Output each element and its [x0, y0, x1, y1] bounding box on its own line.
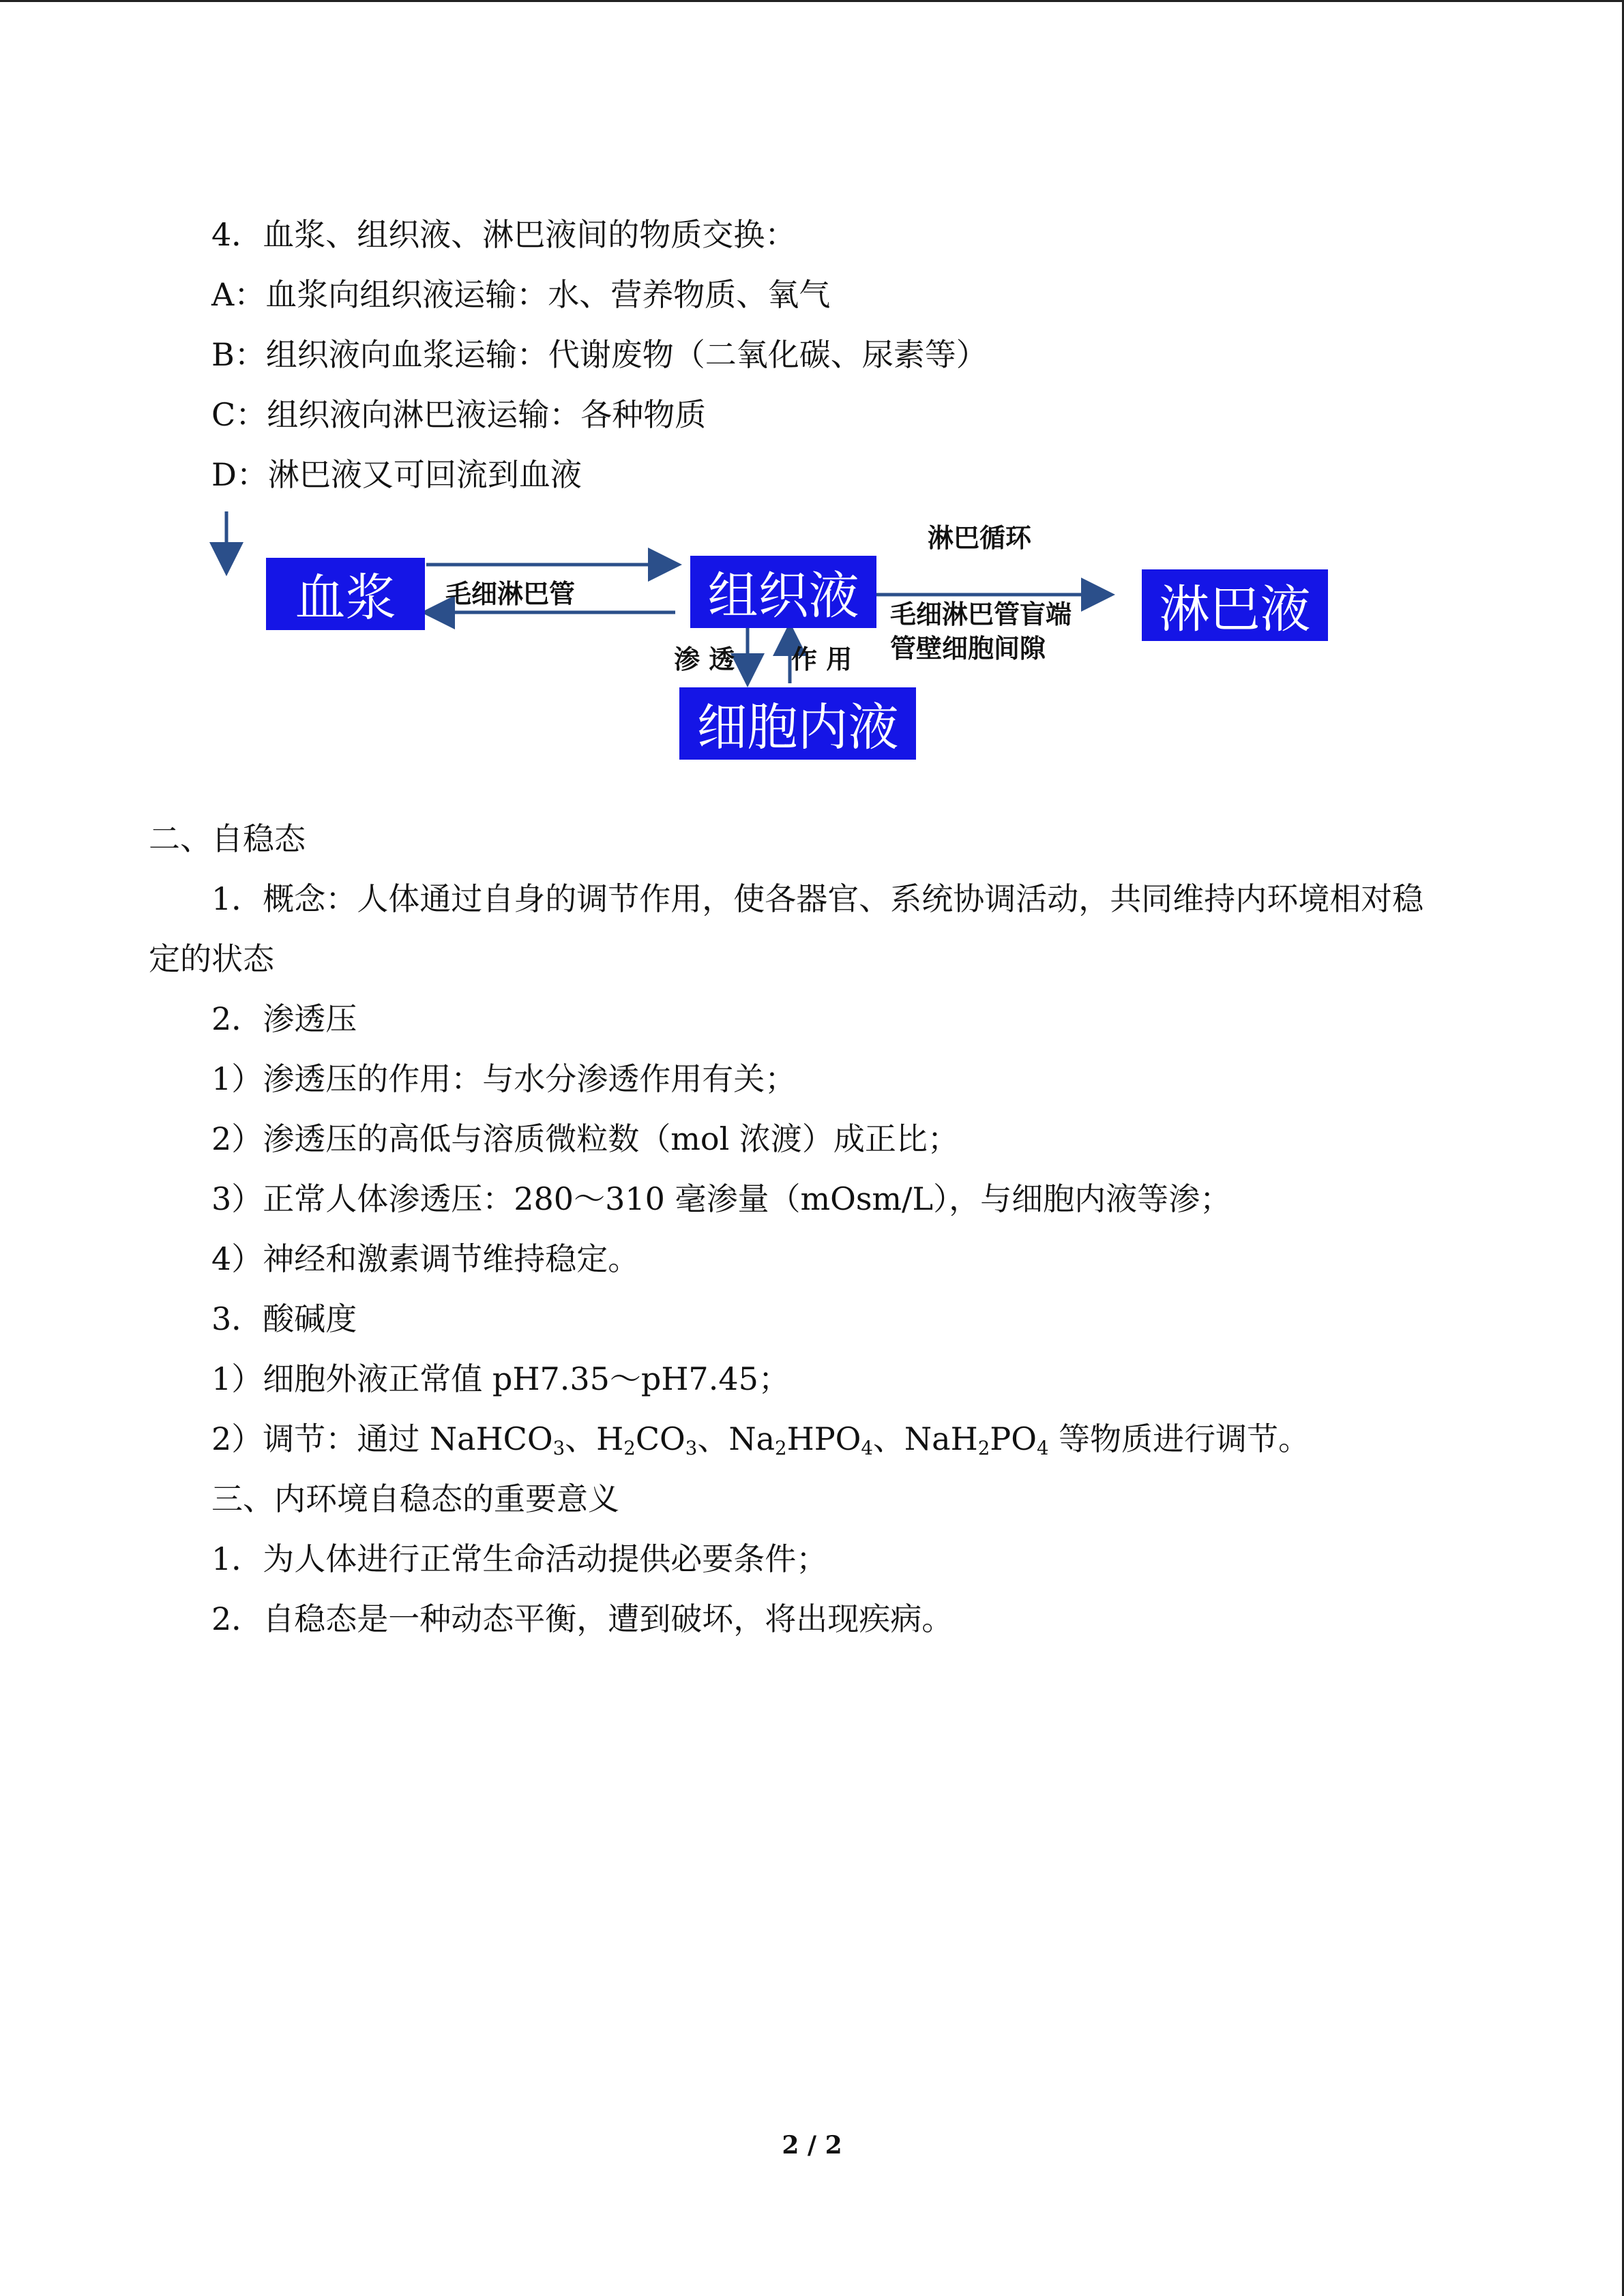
concept-line-1: 1．概念：人体通过自身的调节作用，使各器官、系统协调活动，共同维持内环境相对稳 [211, 880, 1424, 917]
label-capillary-lymph: 毛细淋巴管 [445, 579, 576, 609]
box-tissue-fluid: 组织液 [690, 556, 876, 628]
ph-item-1: 1）细胞外液正常值 pH7.35～pH7.45； [211, 1360, 790, 1397]
osmotic-item-4: 4）神经和激素调节维持稳定。 [211, 1240, 640, 1277]
label-wall-gap: 管壁细胞间隙 [890, 633, 1046, 664]
page-number: 2 / 2 [782, 2131, 842, 2160]
label-blind-end: 毛细淋巴管盲端 [890, 599, 1072, 629]
exchange-d: D：淋巴液又可回流到血液 [211, 456, 582, 493]
osmotic-item-3: 3）正常人体渗透压：280～310 毫渗量（mOsm/L），与细胞内液等渗； [211, 1180, 1232, 1217]
item-4-heading: 4．血浆、组织液、淋巴液间的物质交换： [211, 216, 797, 253]
label-lymph-circulation: 淋巴循环 [928, 523, 1032, 553]
section-2-heading: 二、自稳态 [149, 820, 306, 857]
significance-item-1: 1．为人体进行正常生命活动提供必要条件； [211, 1540, 828, 1577]
box-plasma: 血浆 [266, 558, 425, 630]
osmotic-item-1: 1）渗透压的作用：与水分渗透作用有关； [211, 1060, 797, 1097]
concept-line-2: 定的状态 [149, 940, 274, 977]
exchange-a: A：血浆向组织液运输：水、营养物质、氧气 [211, 276, 831, 313]
fluid-exchange-diagram [205, 505, 1378, 764]
osmotic-pressure-heading: 2．渗透压 [211, 1000, 357, 1037]
section-3-heading: 三、内环境自稳态的重要意义 [211, 1480, 619, 1517]
significance-item-2: 2．自稳态是一种动态平衡，遭到破坏，将出现疾病。 [211, 1600, 954, 1637]
ph-heading: 3．酸碱度 [211, 1300, 357, 1337]
label-osmosis-2: 作 用 [791, 644, 853, 674]
label-osmosis-1: 渗 透 [674, 644, 735, 674]
page-border-top [0, 0, 1624, 2]
ph-item-2: 2）调节：通过 NaHCO$_3$、$H_2CO_3$、$Na_2HPO_4$、$NaH_2PO_4$ 等物质进行调节。 [211, 1420, 1310, 1459]
box-lymph: 淋巴液 [1142, 569, 1328, 641]
box-intracellular-fluid: 细胞内液 [679, 687, 916, 760]
exchange-c: C：组织液向淋巴液运输：各种物质 [211, 396, 707, 433]
osmotic-item-2: 2）渗透压的高低与溶质微粒数（mol 浓渡）成正比； [211, 1120, 959, 1157]
exchange-b: B：组织液向血浆运输：代谢废物（二氧化碳、尿素等） [211, 336, 988, 373]
